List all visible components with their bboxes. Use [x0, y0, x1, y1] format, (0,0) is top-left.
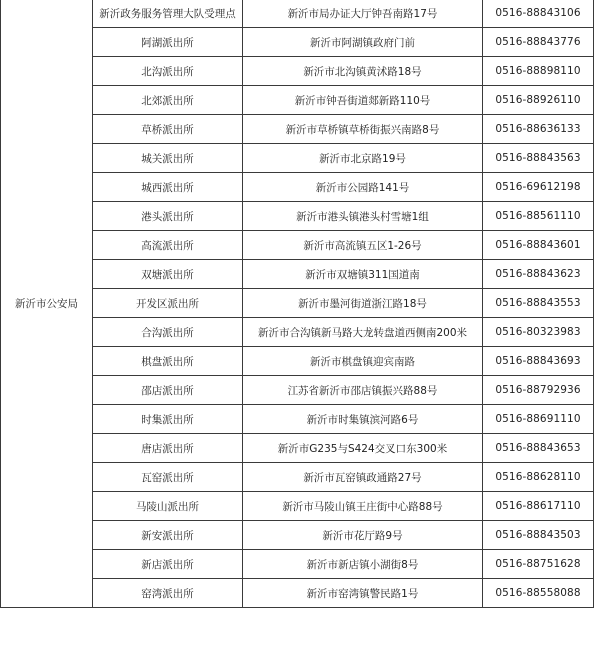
station-phone-cell: 0516-88843553: [483, 289, 594, 318]
station-phone-cell: 0516-88628110: [483, 463, 594, 492]
station-phone-cell: 0516-69612198: [483, 173, 594, 202]
station-phone-cell: 0516-88843563: [483, 144, 594, 173]
station-address-cell: 新沂市局办证大厅钟吾南路17号: [243, 0, 483, 28]
station-phone-cell: 0516-88898110: [483, 57, 594, 86]
station-address-cell: 新沂市瓦窑镇政通路27号: [243, 463, 483, 492]
station-address-cell: 新沂市新店镇小湖街8号: [243, 550, 483, 579]
station-phone-cell: 0516-80323983: [483, 318, 594, 347]
station-name-cell: 新安派出所: [93, 521, 243, 550]
station-address-cell: 新沂市双塘镇311国道南: [243, 260, 483, 289]
station-address-cell: 新沂市棋盘镇迎宾南路: [243, 347, 483, 376]
station-phone-cell: 0516-88561110: [483, 202, 594, 231]
station-address-cell: 新沂市北沟镇黄沭路18号: [243, 57, 483, 86]
station-phone-cell: 0516-88843623: [483, 260, 594, 289]
station-address-cell: 新沂市公园路141号: [243, 173, 483, 202]
station-name-cell: 合沟派出所: [93, 318, 243, 347]
station-address-cell: 新沂市G235与S424交叉口东300米: [243, 434, 483, 463]
station-phone-cell: 0516-88926110: [483, 86, 594, 115]
station-name-cell: 北郊派出所: [93, 86, 243, 115]
station-name-cell: 邵店派出所: [93, 376, 243, 405]
station-phone-cell: 0516-88636133: [483, 115, 594, 144]
station-name-cell: 港头派出所: [93, 202, 243, 231]
table-body: [1, 0, 594, 608]
station-name-cell: 瓦窑派出所: [93, 463, 243, 492]
station-address-cell: 新沂市阿湖镇政府门前: [243, 28, 483, 57]
station-address-cell: 新沂市时集镇滨河路6号: [243, 405, 483, 434]
station-address-cell: 新沂市花厅路9号: [243, 521, 483, 550]
station-phone-cell: 0516-88843106: [483, 0, 594, 28]
station-address-cell: 新沂市窑湾镇警民路1号: [243, 579, 483, 608]
station-name-cell: 开发区派出所: [93, 289, 243, 318]
station-name-cell: 北沟派出所: [93, 57, 243, 86]
station-phone-cell: 0516-88843653: [483, 434, 594, 463]
station-name-cell: 唐店派出所: [93, 434, 243, 463]
station-address-cell: 江苏省新沂市邵店镇振兴路88号: [243, 376, 483, 405]
station-phone-cell: 0516-88617110: [483, 492, 594, 521]
station-name-cell: 窑湾派出所: [93, 579, 243, 608]
station-name-cell: 马陵山派出所: [93, 492, 243, 521]
station-name-cell: 时集派出所: [93, 405, 243, 434]
station-name-cell: 棋盘派出所: [93, 347, 243, 376]
station-address-cell: 新沂市合沟镇新马路大龙转盘道西侧南200米: [243, 318, 483, 347]
station-phone-cell: 0516-88843503: [483, 521, 594, 550]
station-phone-cell: 0516-88558088: [483, 579, 594, 608]
station-address-cell: 新沂市高流镇五区1-26号: [243, 231, 483, 260]
station-phone-cell: 0516-88843601: [483, 231, 594, 260]
station-phone-cell: 0516-88792936: [483, 376, 594, 405]
organization-cell: 新沂市公安局: [1, 0, 93, 608]
station-phone-cell: 0516-88843693: [483, 347, 594, 376]
station-name-cell: 城西派出所: [93, 173, 243, 202]
station-name-cell: 草桥派出所: [93, 115, 243, 144]
station-address-cell: 新沂市北京路19号: [243, 144, 483, 173]
station-name-cell: 高流派出所: [93, 231, 243, 260]
station-address-cell: 新沂市马陵山镇王庄街中心路88号: [243, 492, 483, 521]
station-address-cell: 新沂市墨河街道浙江路18号: [243, 289, 483, 318]
table-row: [1, 0, 594, 28]
station-name-cell: 阿湖派出所: [93, 28, 243, 57]
station-phone-cell: 0516-88691110: [483, 405, 594, 434]
station-name-cell: 城关派出所: [93, 144, 243, 173]
station-phone-cell: 0516-88843776: [483, 28, 594, 57]
station-address-cell: 新沂市草桥镇草桥街振兴南路8号: [243, 115, 483, 144]
station-name-cell: 新沂政务服务管理大队受理点: [93, 0, 243, 28]
station-address-cell: 新沂市港头镇港头村雪塘1组: [243, 202, 483, 231]
station-name-cell: 双塘派出所: [93, 260, 243, 289]
station-name-cell: 新店派出所: [93, 550, 243, 579]
station-phone-cell: 0516-88751628: [483, 550, 594, 579]
station-address-cell: 新沂市钟吾街道郯新路110号: [243, 86, 483, 115]
